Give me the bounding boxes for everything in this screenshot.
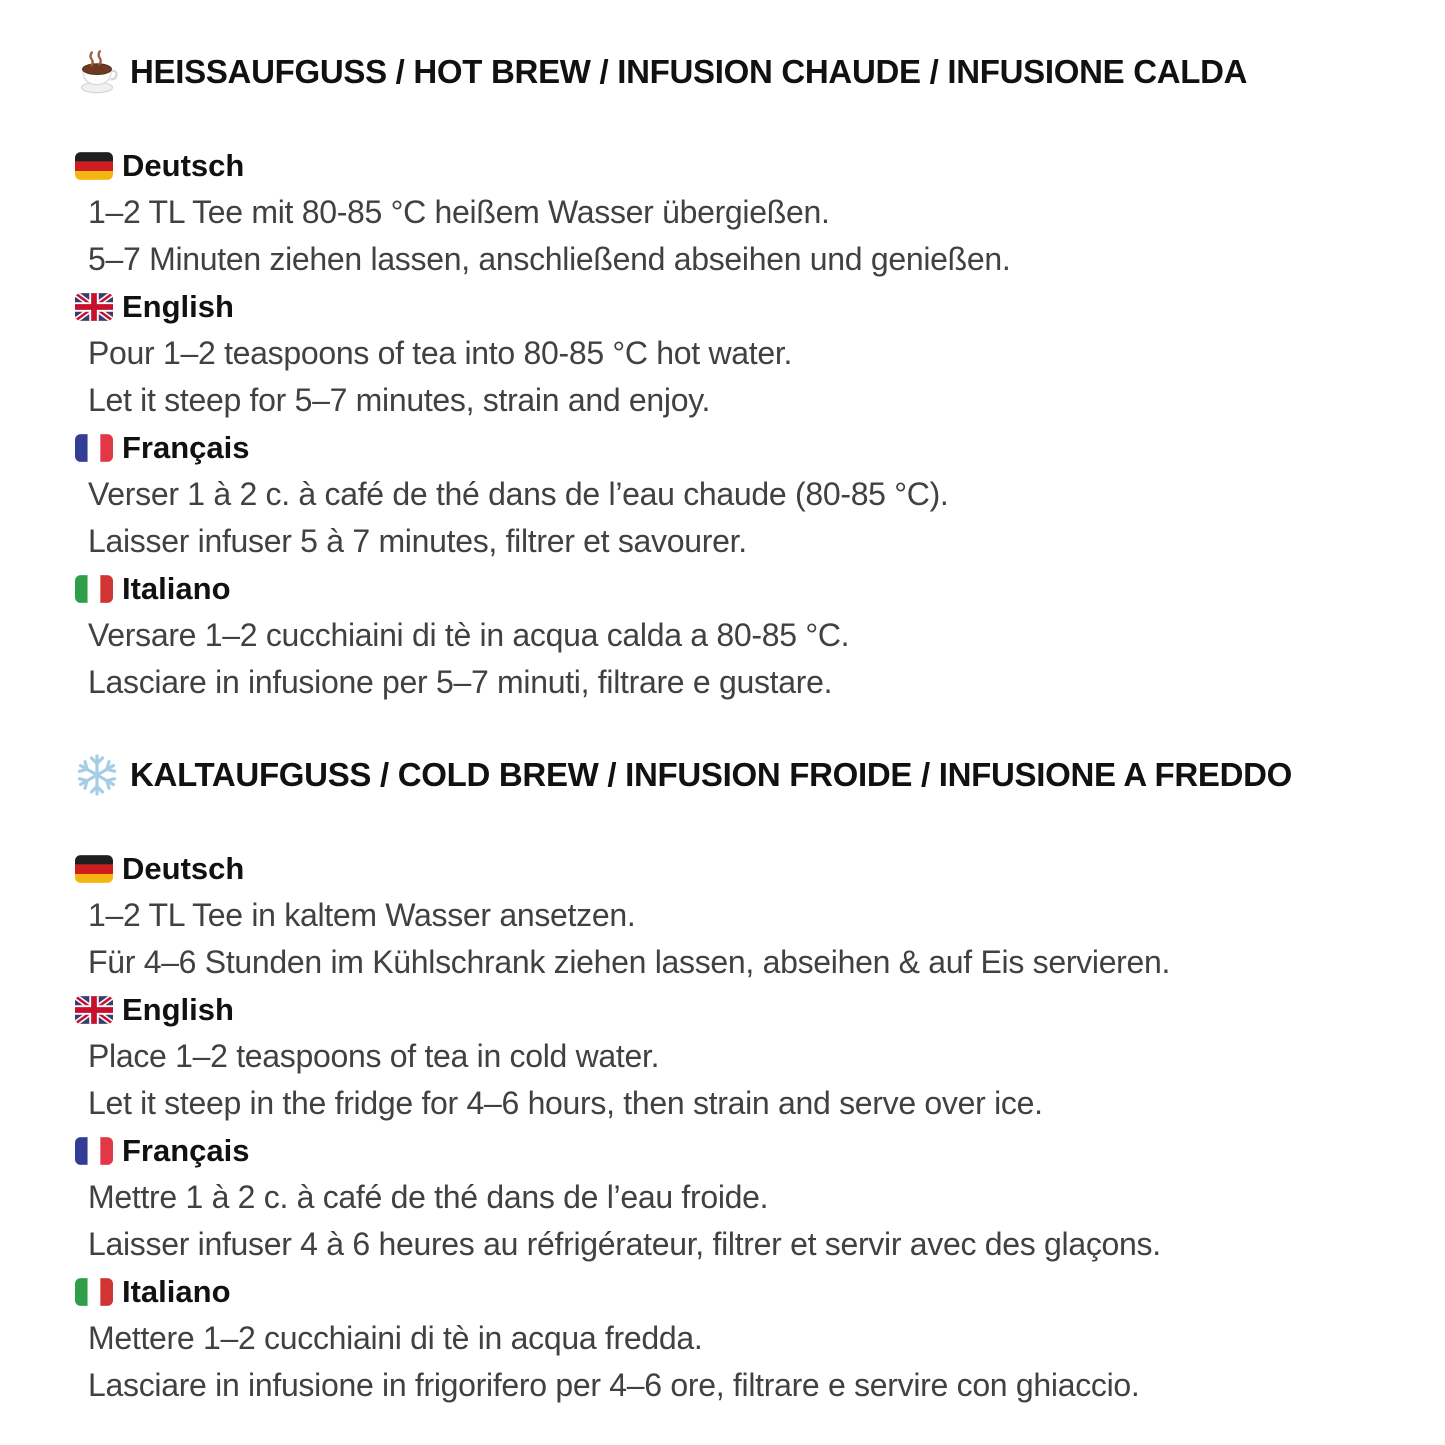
france-flag-icon <box>75 434 113 462</box>
cold-de-language-label <box>75 845 1415 892</box>
language-name: Deutsch <box>122 147 245 183</box>
instruction-line: Mettere 1–2 cucchiaini di tè in acqua fredda. <box>88 1320 703 1356</box>
france-flag-icon <box>75 1137 113 1165</box>
instruction-line: Lasciare in infusione in frigorifero per 4–6 ore, filtrare e servire con ghiaccio. <box>88 1367 1140 1403</box>
instruction-line: Let it steep in the fridge for 4–6 hours, then strain and serve over ice. <box>88 1085 1043 1121</box>
language-name: English <box>122 288 234 324</box>
hot-brew-heading <box>74 49 1415 95</box>
snowflake-icon <box>74 752 120 798</box>
language-name: Deutsch <box>122 850 245 886</box>
cold-fr-language-label <box>75 1127 1415 1174</box>
instruction-line: 5–7 Minuten ziehen lassen, anschließend abseihen und genießen. <box>88 241 1011 277</box>
instruction-line: Lasciare in infusione per 5–7 minuti, filtrare e gustare. <box>88 664 833 700</box>
hot-brew-title: HEISSAUFGUSS / HOT BREW / INFUSION CHAUDE / INFUSIONE CALDA <box>130 53 1248 90</box>
hot-beverage-icon <box>74 49 120 95</box>
language-name: English <box>122 991 234 1027</box>
germany-flag-icon <box>75 152 113 180</box>
hot-de-language-label <box>75 142 1415 189</box>
hot-it-language-label <box>75 565 1415 612</box>
hot-fr-language-label <box>75 424 1415 471</box>
cold-brew-title: KALTAUFGUSS / COLD BREW / INFUSION FROIDE / INFUSIONE A FREDDO <box>130 756 1293 793</box>
uk-flag-icon <box>75 996 113 1024</box>
cold-brew-section <box>88 752 1415 1409</box>
instruction-line: Pour 1–2 teaspoons of tea into 80-85 °C hot water. <box>88 335 793 371</box>
instruction-line: 1–2 TL Tee mit 80-85 °C heißem Wasser übergießen. <box>88 194 830 230</box>
language-name: Français <box>122 429 250 465</box>
hot-brew-section <box>88 49 1415 706</box>
instruction-line: Place 1–2 teaspoons of tea in cold water. <box>88 1038 660 1074</box>
cold-en-language-label <box>75 986 1415 1033</box>
hot-en-language-label <box>75 283 1415 330</box>
instruction-line: Verser 1 à 2 c. à café de thé dans de l’eau chaude (80-85 °C). <box>88 476 949 512</box>
germany-flag-icon <box>75 855 113 883</box>
instruction-line: Laisser infuser 4 à 6 heures au réfrigérateur, filtrer et servir avec des glaçons. <box>88 1226 1161 1262</box>
uk-flag-icon <box>75 293 113 321</box>
instruction-line: Laisser infuser 5 à 7 minutes, filtrer et savourer. <box>88 523 747 559</box>
italy-flag-icon <box>75 1278 113 1306</box>
instruction-line: Versare 1–2 cucchiaini di tè in acqua calda a 80-85 °C. <box>88 617 850 653</box>
instruction-line: Für 4–6 Stunden im Kühlschrank ziehen lassen, abseihen & auf Eis servieren. <box>88 944 1171 980</box>
language-name: Français <box>122 1132 250 1168</box>
cold-brew-heading <box>74 752 1415 798</box>
cold-it-language-label <box>75 1268 1415 1315</box>
instruction-line: Mettre 1 à 2 c. à café de thé dans de l’eau froide. <box>88 1179 769 1215</box>
instruction-line: Let it steep for 5–7 minutes, strain and enjoy. <box>88 382 711 418</box>
instruction-line: 1–2 TL Tee in kaltem Wasser ansetzen. <box>88 897 636 933</box>
italy-flag-icon <box>75 575 113 603</box>
language-name: Italiano <box>122 570 231 606</box>
language-name: Italiano <box>122 1273 231 1309</box>
